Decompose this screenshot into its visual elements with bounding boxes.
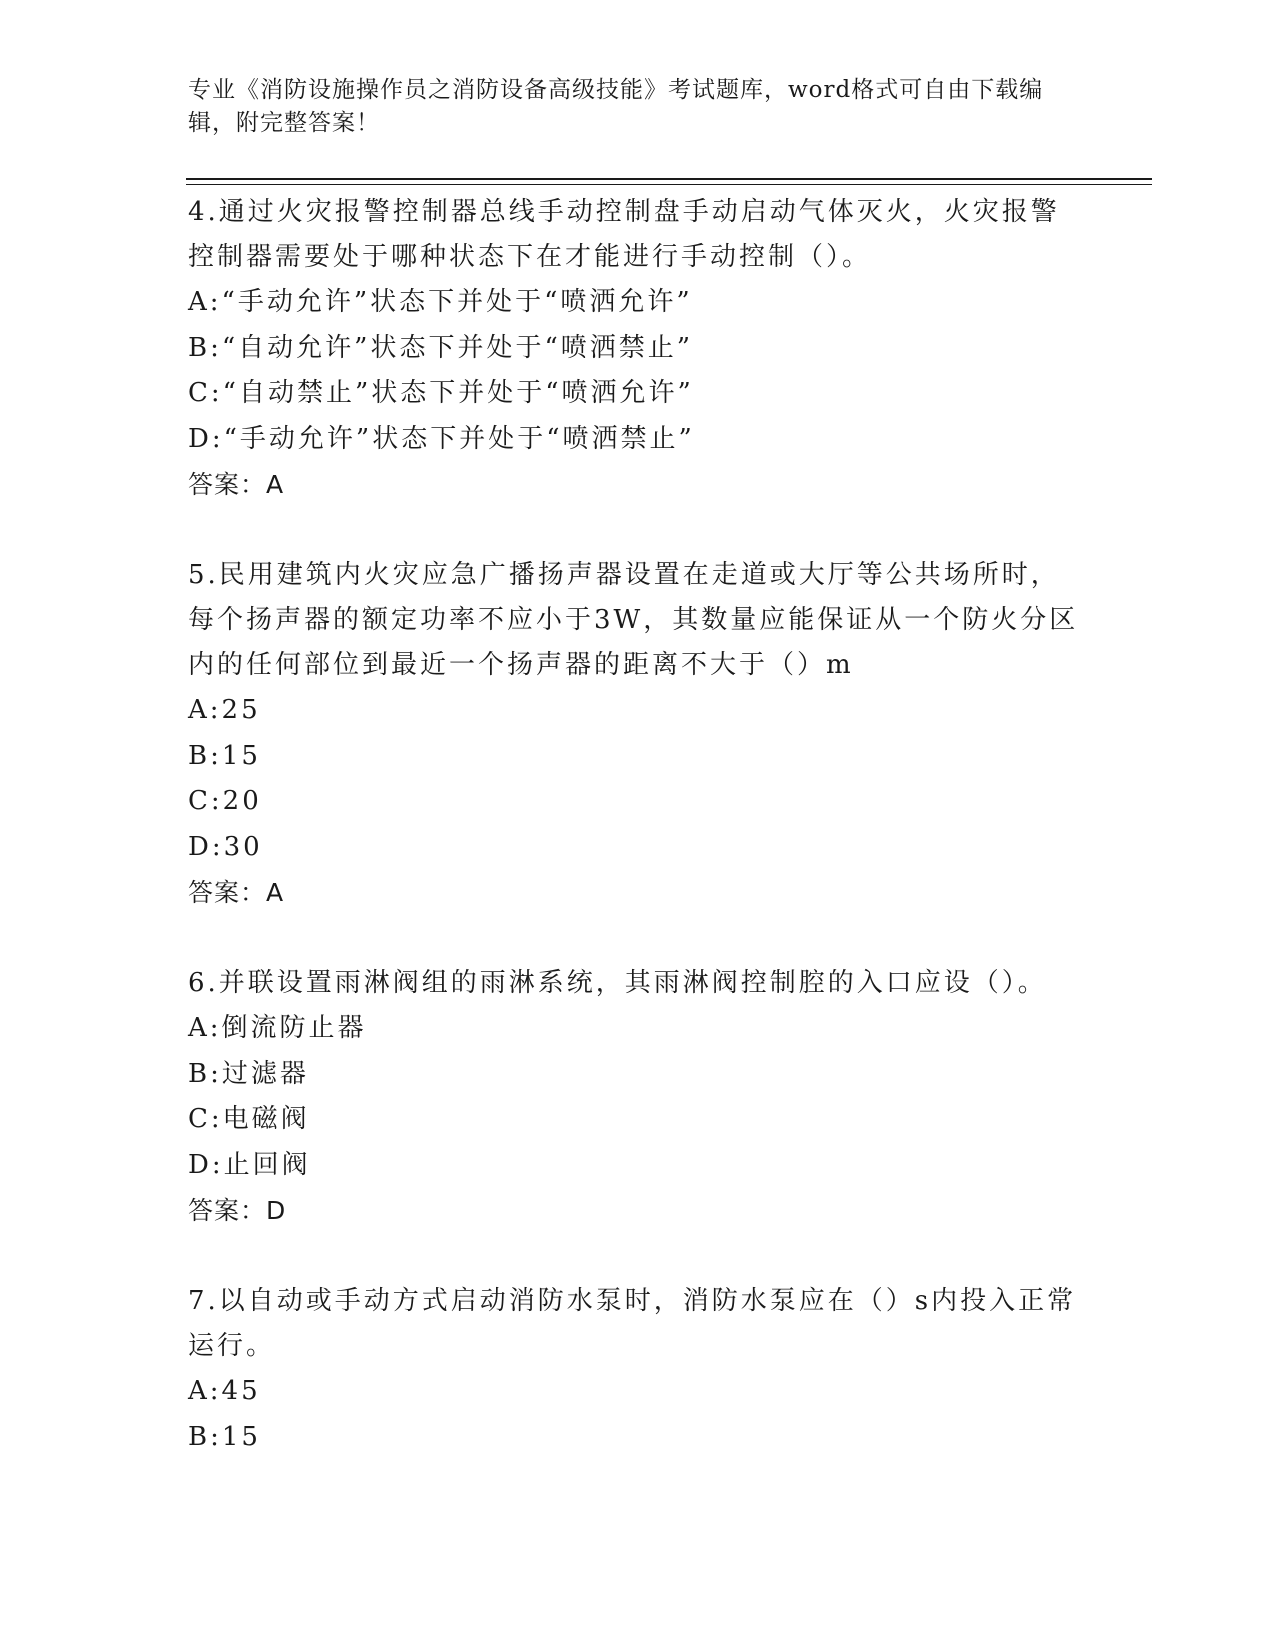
option-a: A:“手动允许”状态下并处于“喷洒允许” [188,287,693,317]
question-7 [188,1279,1088,1460]
question-stem: 6.并联设置雨淋阀组的雨淋系统，其雨淋阀控制腔的入口应设（）。 [188,968,1047,998]
option-a: A:25 [188,695,261,725]
option-b: B:“自动允许”状态下并处于“喷洒禁止” [188,332,694,363]
option-d: D:“手动允许”状态下并处于“喷洒禁止” [188,423,695,454]
question-6 [188,961,1088,1233]
option-c: C:“自动禁止”状态下并处于“喷洒允许” [188,378,694,408]
question-4 [188,190,1088,507]
question-list [188,190,1088,1506]
option-b: B:15 [188,740,261,771]
answer-line: 答案：A [188,470,285,499]
question-stem: 5.民用建筑内火灾应急广播扬声器设置在走道或大厅等公共场所时，每个扬声器的额定功率不应小于3W，其数量应能保证从一个防火分区内的任何部位到最近一个扬声器的距离不大于（）m [188,560,1079,680]
option-b: B:过滤器 [188,1058,309,1089]
document-header: 专业《消防设施操作员之消防设备高级技能》考试题库，word格式可自由下载编辑，附完整答案！ [188,77,1044,136]
question-stem: 7.以自动或手动方式启动消防水泵时，消防水泵应在（）s内投入正常运行。 [188,1286,1077,1361]
header-divider-thick [186,178,1152,180]
answer-line: 答案：A [188,878,285,907]
option-c: C:电磁阀 [188,1104,310,1134]
option-a: A:45 [188,1376,261,1406]
option-d: D:止回阀 [188,1149,311,1180]
question-5 [188,553,1088,915]
option-a: A:倒流防止器 [188,1013,367,1043]
option-c: C:20 [188,786,262,816]
option-d: D:30 [188,831,263,862]
option-b: B:15 [188,1421,261,1452]
header-divider-thin [186,184,1152,185]
answer-line: 答案：D [188,1196,287,1225]
question-stem: 4.通过火灾报警控制器总线手动控制盘手动启动气体灭火，火灾报警控制器需要处于哪种状态下在才能进行手动控制（）。 [188,197,1060,272]
